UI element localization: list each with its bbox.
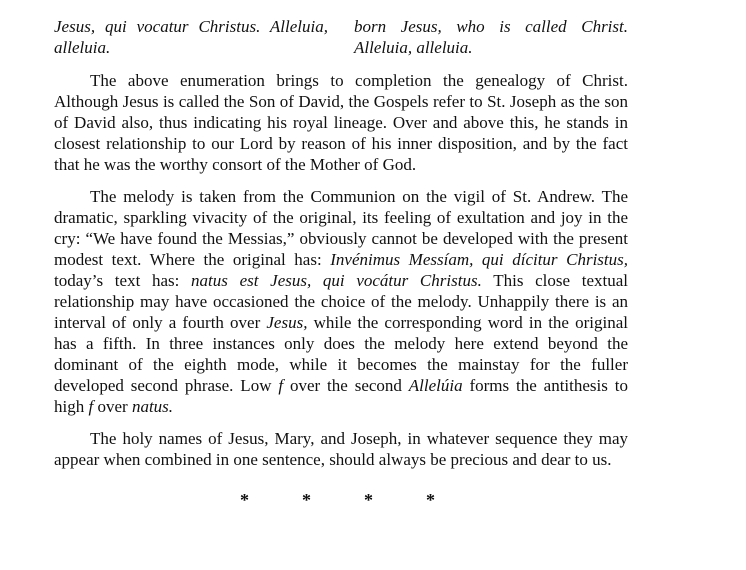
english-text-column: born Jesus, who is called Christ. Alleluia, alleluia. [354,17,628,57]
text-run: This close textual relationship may have occasioned the choice of the melody. Unhappily there is an interval of only a fourth over [54,271,628,332]
text-run: The holy names of Jesus, Mary, and Joseph, in whatever sequence they may appear when combined in one sentence, should always be precious and dear to us. [54,429,628,469]
italic-run: natus est Jesus, qui vocátur Christus. [191,271,482,290]
paragraph-genealogy [54,70,628,175]
paragraph-melody [54,186,628,417]
italic-run: Allelúia [408,376,463,395]
text-run: The above enumeration brings to completion the genealogy of Christ. Although Jesus is called the Son of David, the Gospels refer to St. Joseph as the son of David also, thus indicating his royal lineage. Over and above this, he stands in closest relationship to our Lord by reason of his inner disposition, and by the fact that he was the worthy consort of the Mother of God. [54,71,628,174]
latin-english-columns [54,16,628,58]
paragraph-holy-names [54,428,628,470]
separator-asterisk: * [302,490,311,510]
italic-run: f [278,376,284,395]
text-run: over the second [283,376,409,395]
text-run: The melody is taken from the Communion on the vigil of St. Andrew. The dramatic, sparkling vivacity of the original, its feeling of exultation and joy in the cry: “We have found the Messias,” obviously cannot be developed with the present modest text. Where the original has: [54,187,628,269]
document-page [54,16,628,511]
separator-asterisk: * [364,490,373,510]
latin-text-column: Jesus, qui vocatur Christus. Alleluia, alleluia. [54,17,328,57]
italic-run: Jesus, [266,313,308,332]
text-run: over [93,397,132,416]
italic-run: Invénimus Messíam, qui dícitur Christus, [330,250,628,269]
separator-asterisk: * [426,490,435,510]
text-run: forms the antithesis to high [54,376,628,416]
section-separator [54,490,628,511]
text-run: while the corresponding word in the original has a fifth. In three instances only does the melody here extend beyond the dominant of the eighth mode, while it becomes the mainstay for the fuller developed second phrase. Low [54,313,628,395]
separator-asterisk: * [240,490,249,510]
italic-run: natus. [131,397,174,416]
italic-run: f [88,397,94,416]
text-run: today’s text has: [54,271,192,290]
